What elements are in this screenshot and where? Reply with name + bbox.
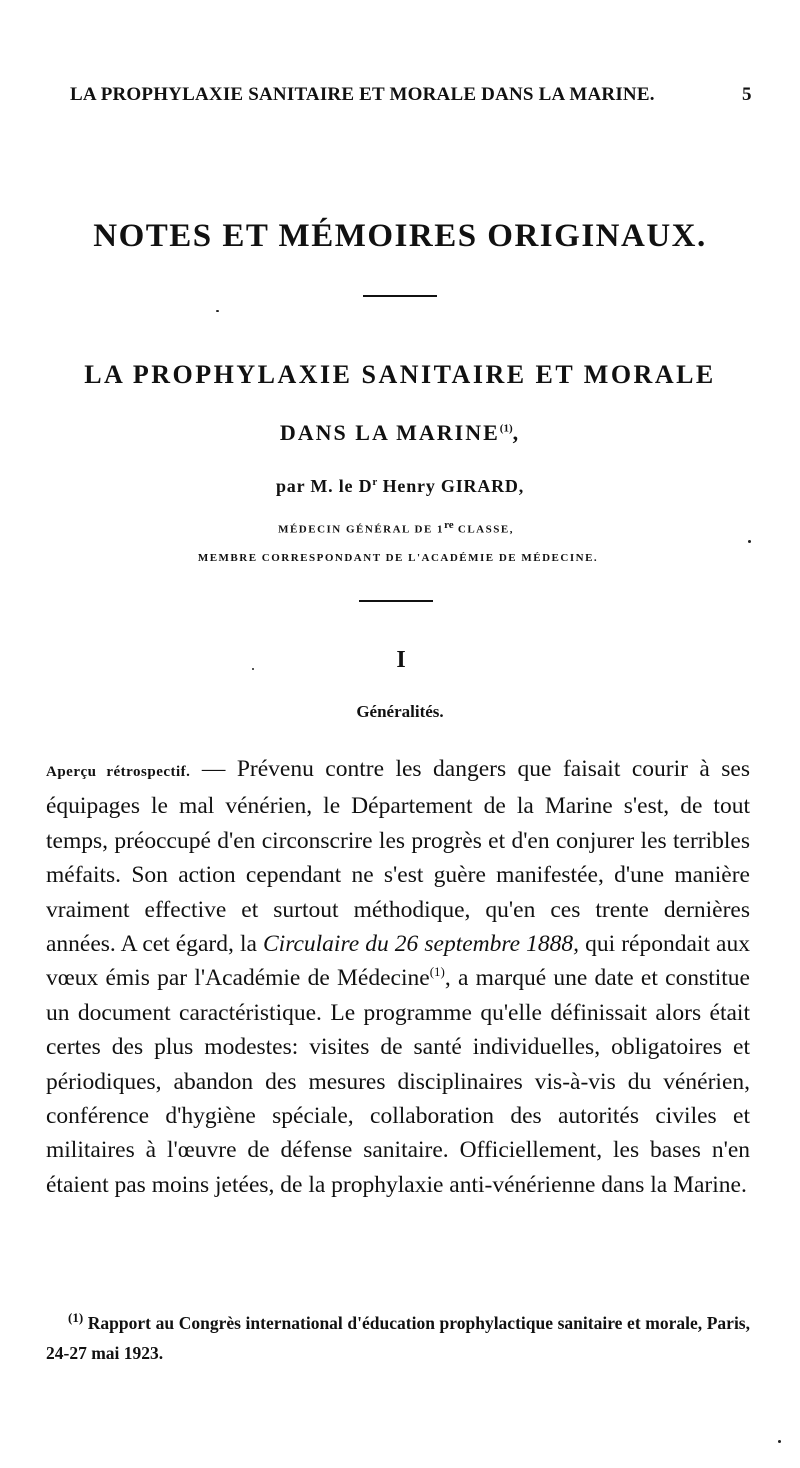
part-number: I [396,647,406,673]
author-affiliation-2: MEMBRE CORRESPONDANT DE L'ACADÉMIE DE MÉDECINE. [197,552,599,564]
paragraph-lead: Aperçu rétrospectif. [46,764,191,780]
footnote-reference: (1) [429,964,445,980]
footnote [46,1308,750,1368]
article-title-line-1: LA PROPHYLAXIE SANITAIRE ET MORALE [84,360,716,389]
divider-rule [363,295,437,297]
author-line [0,476,800,497]
footnote-mark: (1) [68,1310,84,1326]
author-name: Henry GIRARD, [382,476,525,496]
section-heading: NOTES ET MÉMOIRES ORIGINAUX. [93,218,707,254]
circular-reference: Circulaire du 26 septembre 1888, [262,931,580,958]
part-title: Généralités. [356,702,444,721]
scan-speck [216,310,219,312]
body-text-part-1: — Prévenu contre les dangers que faisait courir à ses équipages le mal vénérien, le Département de la Marine s'est, de tout temps, préoccupé d'en circonscrire les progrès et d'en conjurer les terribles méfaits. Son action cependant ne s'est guère manifestée, d'une manière vraiment effective et surtout méthodique, qu'en ces trente dernières années. A cet égard, la [46,756,750,958]
affiliation-1-part-b: CLASSE, [453,523,514,536]
scan-speck [778,1440,781,1443]
affiliation-1-superscript: re [444,519,454,531]
footnote-text: Rapport au Congrès international d'éducation prophylactique sanitaire et morale, Paris, 24-27 mai 1923. [46,1313,750,1363]
article-title-note-mark: (1) [499,422,513,435]
scan-speck [252,668,254,670]
running-head-title: LA PROPHYLAXIE SANITAIRE ET MORALE DANS LA MARINE. [70,84,655,105]
divider-rule [359,600,433,602]
author-affiliation-1 [0,519,796,536]
body-text-part-2: qui répondait aux vœux émis par l'Académie de Médecine [46,931,750,992]
author-prefix-superscript: r [372,476,378,488]
author-prefix: par M. le D [275,476,373,496]
affiliation-1-part-a: MÉDECIN GÉNÉRAL DE 1 [278,523,445,536]
body-text-part-3: , a marqué une date et constitue un document caractéristique. Le programme qu'elle définissait alors était certes des plus modestes: visites de santé individuelles, obligatoires et périodiques, abandon des mesures disciplinaires vis-à-vis du vénérien, conférence d'hygiène spéciale, collaboration des autorités civiles et militaires à l'œuvre de défense sanitaire. Officiellement, les bases n'en étaient pas moins jetées, de la prophylaxie anti-vénérienne dans la Marine. [46,965,750,1198]
body-paragraph [46,752,750,1202]
page-number: 5 [742,84,752,105]
scan-speck [748,540,751,543]
article-title-text: DANS LA MARINE [279,420,500,445]
article-title-line-2: DANS LA MARINE$^{(1)}$, [279,420,521,445]
